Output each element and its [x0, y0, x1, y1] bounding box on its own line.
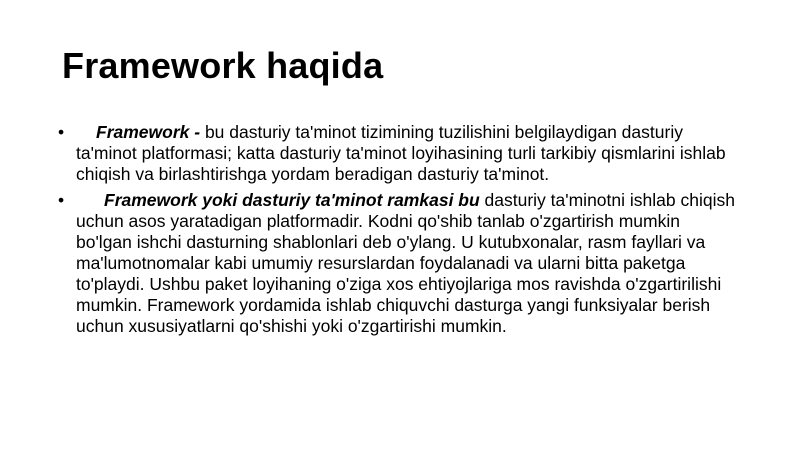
bullet-list [60, 122, 740, 342]
bullet-indent [76, 122, 96, 142]
bullet-text: bu dasturiy ta'minot tizimining tuzilishini belgilaydigan dasturiy ta'minot platformasi; katta dasturiy ta'minot loyihasining turli tarkibiy qismlarini ishlab chiqish va birlashtirishga yordam beradigan dasturiy ta'minot. [76, 122, 726, 184]
bullet-item-framework-description [60, 190, 740, 337]
bullet-emphasis: Framework yoki dasturiy ta'minot ramkasi bu [104, 190, 485, 210]
bullet-marker: • [58, 122, 65, 142]
bullet-item-framework-definition [60, 122, 740, 185]
bullet-emphasis: Framework - [96, 122, 205, 142]
slide-title: Framework haqida [62, 45, 384, 86]
bullet-marker: • [58, 190, 65, 210]
bullet-text: dasturiy ta'minotni ishlab chiqish uchun asos yaratadigan platformadir. Kodni qo'shib tanlab o'zgartirish mumkin bo'lgan ishchi dasturning shablonlari deb o'ylang. U kutubxonalar, rasm fayllari va ma'lumotnomalar kabi umumiy resurslardan foydalanadi va ularni bitta paketga to'playdi. Ushbu paket loyihaning o'ziga xos ehtiyojlariga mos ravishda o'zgartirilishi mumkin. Framework yordamida ishlab chiquvchi dasturga yangi funksiyalar berish uchun xususiyatlarni qo'shishi yoki o'zgartirishi mumkin. [76, 190, 735, 336]
bullet-indent [76, 190, 104, 210]
